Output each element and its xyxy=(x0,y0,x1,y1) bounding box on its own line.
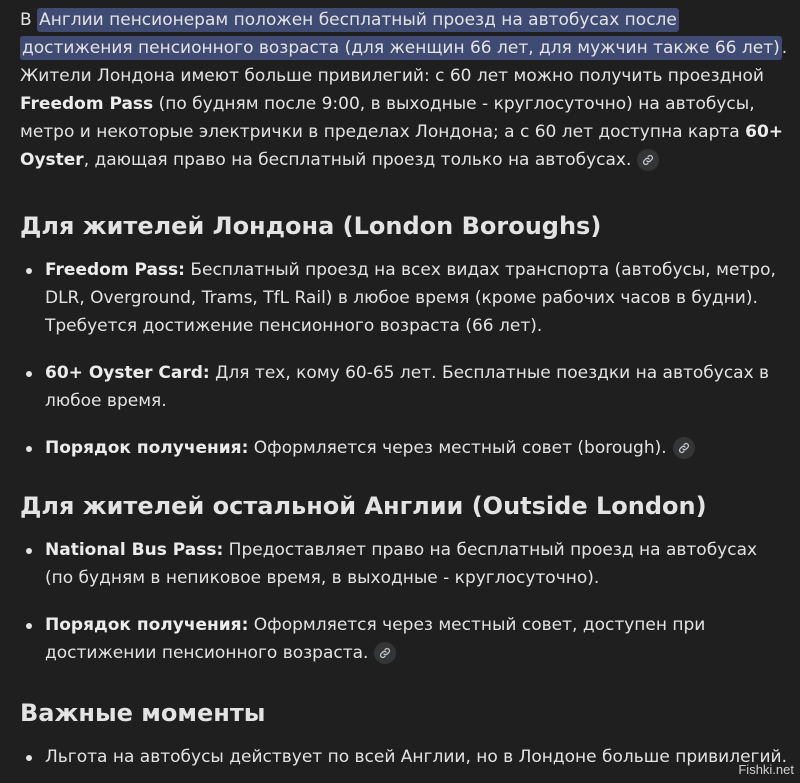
list-item-text: Оформляется через местный совет, доступен при достижении пенсионного возраста. xyxy=(45,615,706,663)
intro-text: (по будням после 9:00, в выходные - круглосуточно) на автобусы, метро и некоторые электрички в пределах Лондона; а с 60 лет доступна карта xyxy=(20,94,755,142)
intro-text: . Жители Лондона имеют больше привилегий: с 60 лет можно получить проездной xyxy=(20,38,788,86)
watermark-logo: Fishki.net xyxy=(738,762,794,777)
list-item-term: 60+ Oyster Card: xyxy=(45,363,210,383)
list-item xyxy=(20,743,790,771)
section-heading-important: Важные моменты xyxy=(20,699,266,727)
list-item-term: Порядок получения: xyxy=(45,438,249,458)
list-item-text: Оформляется через местный совет (borough). xyxy=(248,438,667,458)
bold-term: 60+ Oyster xyxy=(20,122,784,170)
link-icon xyxy=(379,647,391,659)
intro-pre: В xyxy=(20,10,38,30)
section-heading-london: Для жителей Лондона (London Boroughs) xyxy=(20,212,602,240)
response-content xyxy=(20,6,790,771)
list-item xyxy=(20,611,790,667)
list-item xyxy=(20,359,790,415)
intro-text: , дающая право на бесплатный проезд только на автобусах. xyxy=(83,150,632,170)
list-important xyxy=(20,743,790,771)
list-item-text: Предоставляет право на бесплатный проезд на автобусах (по будням в непиковое время, в выходные - круглосуточно). xyxy=(45,540,758,588)
list-outside-london xyxy=(20,536,790,667)
section-heading-outside-london: Для жителей остальной Англии (Outside London) xyxy=(20,492,707,520)
list-item-text: Льгота на автобусы действует по всей Англии, но в Лондоне больше привилегий. xyxy=(45,747,787,767)
list-london xyxy=(20,256,790,462)
list-item-text: Бесплатный проезд на всех видах транспорта (автобусы, метро, DLR, Overground, Trams, TfL Rail) в любое время (кроме рабочих часов в будни). Требуется достижение пенсионного возраста (66 лет). xyxy=(45,260,776,336)
source-link-button[interactable] xyxy=(673,437,695,459)
list-item-text: Для тех, кому 60-65 лет. Бесплатные поездки на автобусах в любое время. xyxy=(45,363,770,411)
source-link-button[interactable] xyxy=(637,149,659,171)
list-item-term: National Bus Pass: xyxy=(45,540,224,560)
list-item xyxy=(20,256,790,340)
list-item-term: Порядок получения: xyxy=(45,615,249,635)
list-item xyxy=(20,434,790,462)
link-icon xyxy=(678,442,690,454)
list-item xyxy=(20,536,790,592)
intro-paragraph xyxy=(20,6,790,174)
link-icon xyxy=(642,154,654,166)
bold-term: Freedom Pass xyxy=(20,94,154,114)
source-link-button[interactable] xyxy=(374,642,396,664)
selected-text-highlight[interactable]: Англии пенсионерам положен бесплатный проезд на автобусах после достижения пенсионного возраста (для женщин 66 лет, для мужчин также 66 лет) xyxy=(22,10,780,58)
list-item-term: Freedom Pass: xyxy=(45,260,185,280)
